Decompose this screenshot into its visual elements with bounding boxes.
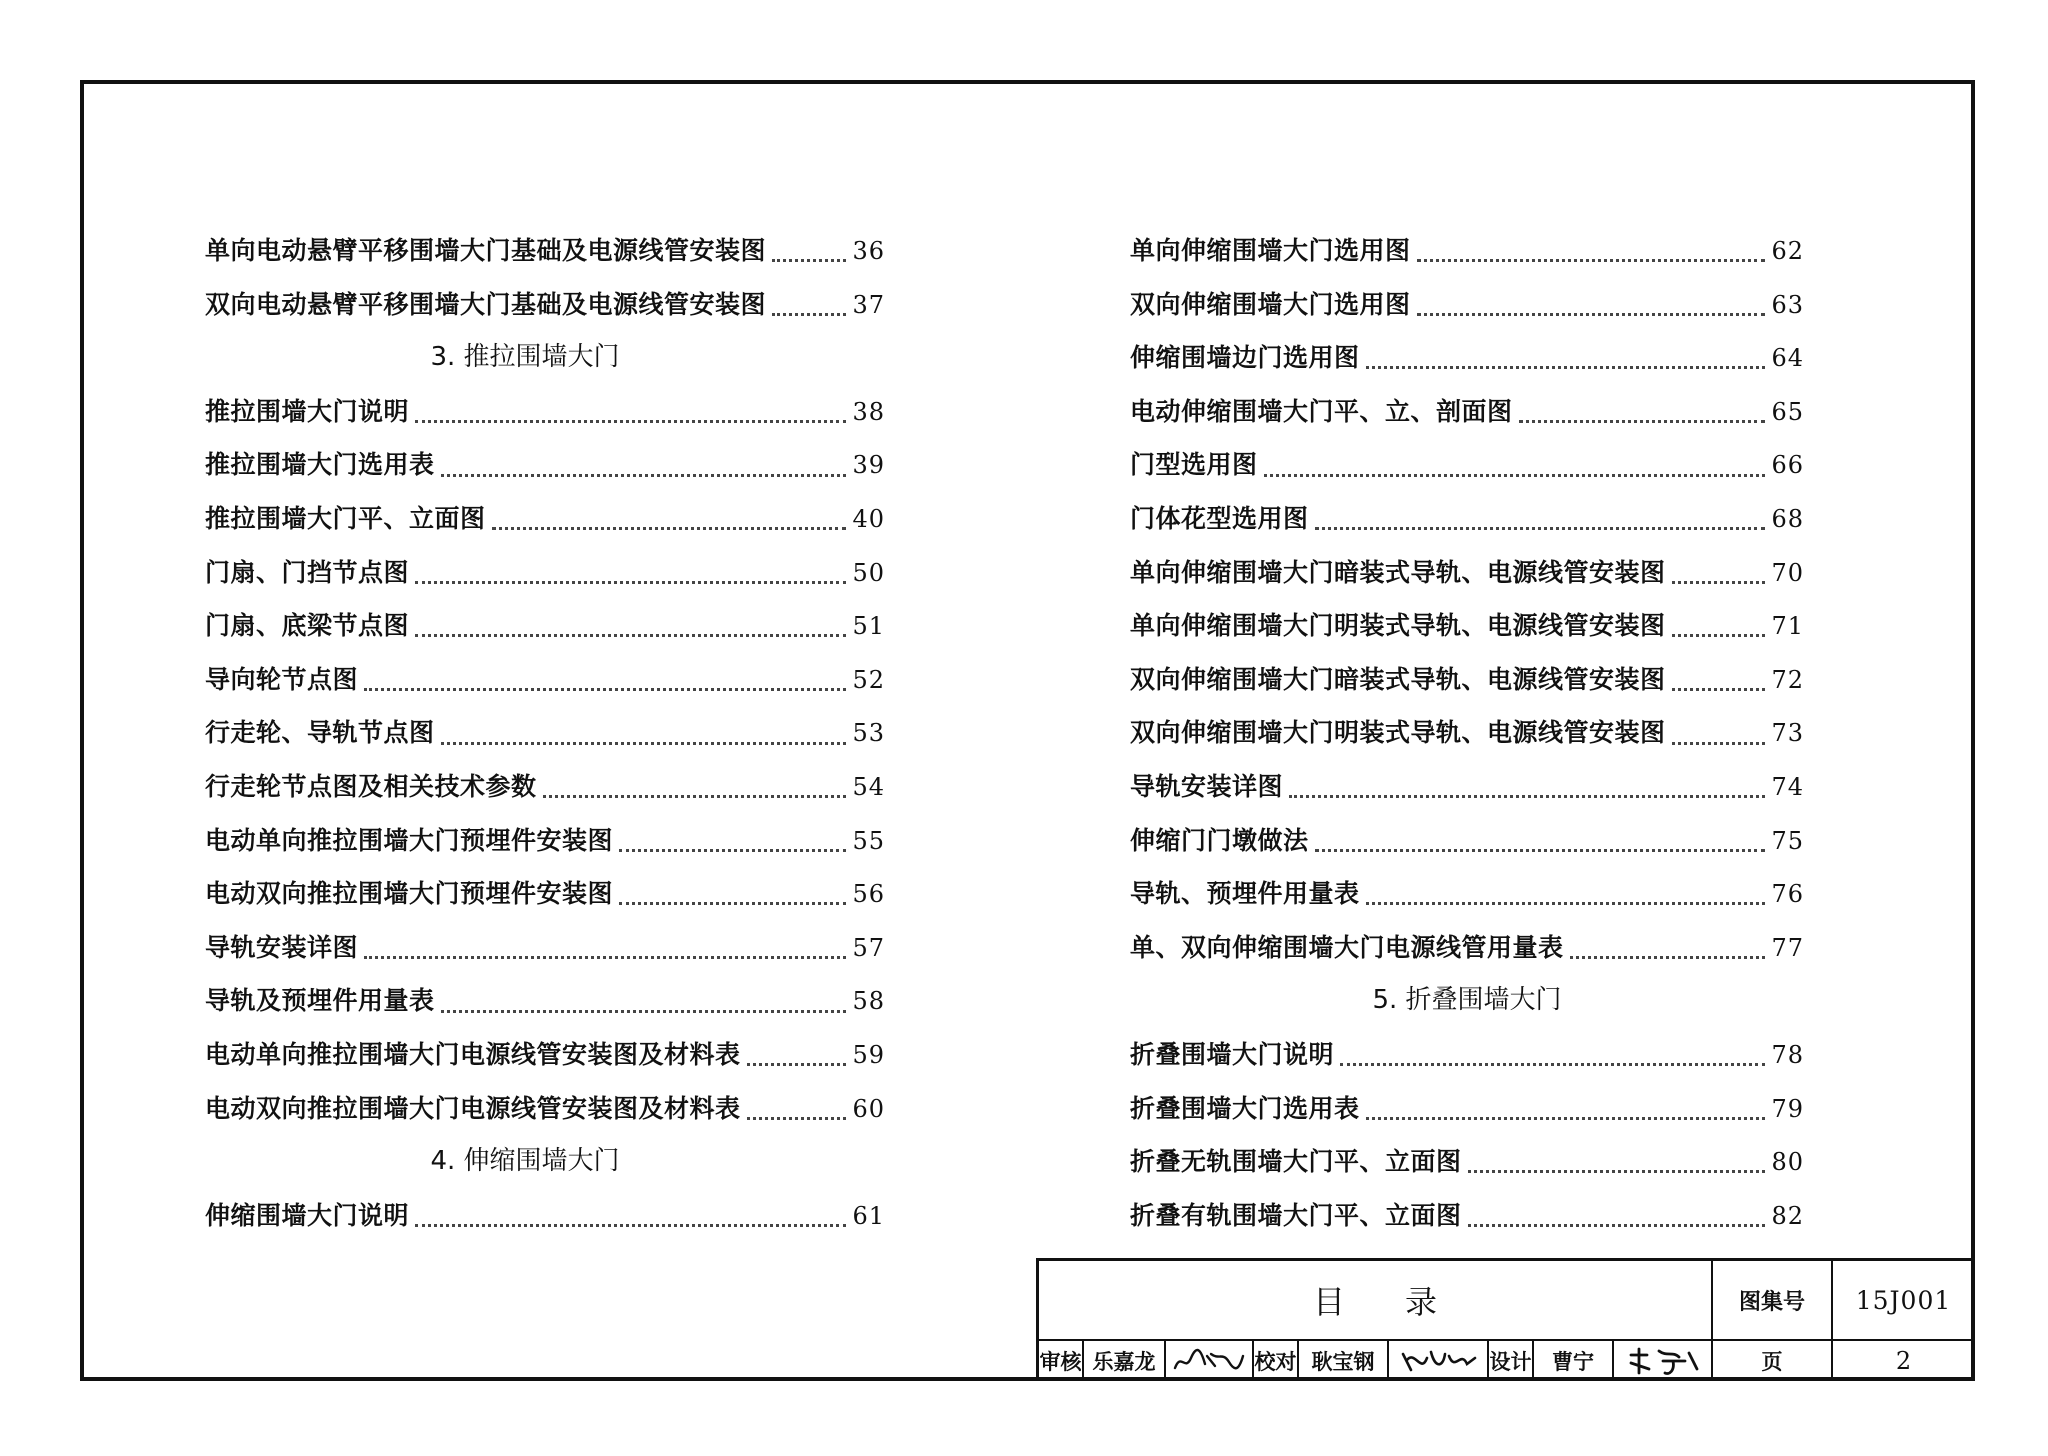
toc-entry bbox=[205, 599, 885, 653]
toc-entry bbox=[1130, 867, 1804, 921]
dot-leader bbox=[415, 1224, 846, 1227]
toc-entry-page: 55 bbox=[852, 826, 885, 855]
toc-entry-page: 37 bbox=[852, 290, 885, 319]
toc-entry-title: 推拉围墙大门选用表 bbox=[205, 450, 435, 480]
toc-entry bbox=[205, 974, 885, 1028]
toc-entry-title: 单向伸缩围墙大门明装式导轨、电源线管安装图 bbox=[1130, 611, 1666, 641]
toc-entry bbox=[205, 385, 885, 439]
toc-entry-title: 行走轮、导轨节点图 bbox=[205, 718, 435, 748]
toc-entry-page: 61 bbox=[852, 1201, 885, 1230]
dot-leader bbox=[364, 688, 846, 691]
toc-entry-title: 电动双向推拉围墙大门预埋件安装图 bbox=[205, 879, 614, 909]
toc-entry-title: 导轨及预埋件用量表 bbox=[205, 986, 435, 1016]
toc-entry bbox=[205, 492, 885, 546]
toc-entry-title: 导轨安装详图 bbox=[205, 932, 359, 962]
dot-leader bbox=[1672, 688, 1766, 691]
designer-name: 曹宁 bbox=[1534, 1341, 1614, 1381]
dot-leader bbox=[1672, 581, 1766, 584]
toc-entry bbox=[1130, 278, 1804, 332]
title-block-signature-row bbox=[1039, 1341, 1975, 1381]
toc-entry-title: 门扇、底梁节点图 bbox=[205, 611, 410, 641]
toc-entry-page: 70 bbox=[1771, 558, 1804, 587]
checker-signature bbox=[1389, 1341, 1489, 1381]
toc-entry-page: 40 bbox=[852, 504, 885, 533]
toc-entry bbox=[1130, 1028, 1804, 1082]
dot-leader bbox=[1468, 1224, 1766, 1227]
page-label: 页 bbox=[1713, 1341, 1833, 1381]
title-block bbox=[1036, 1258, 1975, 1381]
toc-entry-page: 73 bbox=[1771, 719, 1804, 748]
dot-leader bbox=[1417, 259, 1766, 262]
toc-entry-title: 伸缩门门墩做法 bbox=[1130, 825, 1309, 855]
toc-entry-page: 52 bbox=[852, 665, 885, 694]
toc-entry-page: 62 bbox=[1771, 237, 1804, 265]
toc-entry-page: 82 bbox=[1771, 1201, 1804, 1230]
dot-leader bbox=[772, 259, 846, 262]
dot-leader bbox=[772, 313, 846, 316]
toc-entry bbox=[1130, 224, 1804, 278]
toc-entry-title: 双向伸缩围墙大门暗装式导轨、电源线管安装图 bbox=[1130, 664, 1666, 694]
toc-entry-page: 76 bbox=[1771, 880, 1804, 909]
toc-entry bbox=[1130, 921, 1804, 975]
dot-leader bbox=[1570, 956, 1766, 959]
toc-entry-page: 68 bbox=[1771, 504, 1804, 533]
toc-entry-page: 64 bbox=[1771, 344, 1804, 373]
design-label: 设计 bbox=[1489, 1341, 1534, 1381]
designer-signature bbox=[1614, 1341, 1713, 1381]
dot-leader bbox=[619, 902, 846, 905]
toc-entry bbox=[205, 224, 885, 278]
page-number: 2 bbox=[1895, 1347, 1912, 1375]
toc-entry-page: 36 bbox=[852, 237, 885, 265]
toc-entry bbox=[1130, 1189, 1804, 1243]
toc-entry-title: 单向电动悬臂平移围墙大门基础及电源线管安装图 bbox=[205, 236, 767, 265]
checker-name: 耿宝钢 bbox=[1299, 1341, 1389, 1381]
drawing-title-cell bbox=[1039, 1261, 1713, 1339]
dot-leader bbox=[1672, 634, 1766, 637]
toc-entry-title: 单、双向伸缩围墙大门电源线管用量表 bbox=[1130, 932, 1564, 962]
toc-entry-title: 折叠围墙大门选用表 bbox=[1130, 1093, 1360, 1123]
toc-entry bbox=[205, 814, 885, 868]
toc-entry-page: 75 bbox=[1771, 826, 1804, 855]
toc-entry bbox=[205, 921, 885, 975]
toc-entry bbox=[1130, 653, 1804, 707]
toc-entry-title: 推拉围墙大门说明 bbox=[205, 396, 410, 426]
toc-entry-title: 双向伸缩围墙大门明装式导轨、电源线管安装图 bbox=[1130, 718, 1666, 748]
check-label: 校对 bbox=[1254, 1341, 1299, 1381]
toc-entry bbox=[205, 1082, 885, 1136]
toc-left-column bbox=[205, 224, 885, 1242]
dot-leader bbox=[1468, 1170, 1766, 1173]
toc-entry-title: 导轨安装详图 bbox=[1130, 771, 1284, 801]
toc-entry-page: 51 bbox=[852, 612, 885, 641]
dot-leader bbox=[1366, 1117, 1766, 1120]
toc-entry bbox=[205, 760, 885, 814]
dot-leader bbox=[364, 956, 846, 959]
toc-entry bbox=[205, 1028, 885, 1082]
toc-entry-page: 79 bbox=[1771, 1094, 1804, 1123]
section-heading: 3. 推拉围墙大门 bbox=[430, 342, 620, 373]
toc-entry-title: 单向伸缩围墙大门选用图 bbox=[1130, 236, 1411, 265]
dot-leader bbox=[1519, 420, 1766, 423]
toc-entry-page: 71 bbox=[1771, 612, 1804, 641]
review-label: 审核 bbox=[1039, 1341, 1084, 1381]
toc-right-column bbox=[1130, 224, 1804, 1242]
toc-entry-title: 行走轮节点图及相关技术参数 bbox=[205, 771, 537, 801]
atlas-number: 15J001 bbox=[1855, 1285, 1952, 1315]
toc-entry bbox=[205, 653, 885, 707]
toc-entry bbox=[205, 278, 885, 332]
toc-entry-page: 63 bbox=[1771, 290, 1804, 319]
toc-entry bbox=[205, 1189, 885, 1243]
toc-entry-title: 单向伸缩围墙大门暗装式导轨、电源线管安装图 bbox=[1130, 557, 1666, 587]
toc-entry bbox=[1130, 546, 1804, 600]
title-block-header-row bbox=[1039, 1261, 1975, 1341]
dot-leader bbox=[441, 742, 847, 745]
toc-entry bbox=[1130, 814, 1804, 868]
toc-entry-title: 电动双向推拉围墙大门电源线管安装图及材料表 bbox=[205, 1093, 741, 1123]
toc-entry-title: 电动伸缩围墙大门平、立、剖面图 bbox=[1130, 396, 1513, 426]
toc-entry-title: 折叠围墙大门说明 bbox=[1130, 1039, 1335, 1069]
toc-entry bbox=[1130, 706, 1804, 760]
toc-entry-title: 双向伸缩围墙大门选用图 bbox=[1130, 289, 1411, 319]
toc-entry bbox=[1130, 599, 1804, 653]
toc-entry-title: 伸缩围墙大门说明 bbox=[205, 1200, 410, 1230]
reviewer-name: 乐嘉龙 bbox=[1084, 1341, 1166, 1381]
dot-leader bbox=[619, 849, 846, 852]
toc-entry-title: 推拉围墙大门平、立面图 bbox=[205, 503, 486, 533]
toc-entry-title: 折叠有轨围墙大门平、立面图 bbox=[1130, 1200, 1462, 1230]
toc-entry-page: 72 bbox=[1771, 665, 1804, 694]
dot-leader bbox=[492, 527, 847, 530]
toc-entry-title: 电动单向推拉围墙大门电源线管安装图及材料表 bbox=[205, 1039, 741, 1069]
toc-entry-page: 57 bbox=[852, 933, 885, 962]
section-heading: 5. 折叠围墙大门 bbox=[1372, 985, 1562, 1016]
dot-leader bbox=[1289, 795, 1765, 798]
toc-entry-page: 50 bbox=[852, 558, 885, 587]
dot-leader bbox=[543, 795, 847, 798]
section-heading: 4. 伸缩围墙大门 bbox=[430, 1146, 620, 1177]
toc-entry-title: 导轨、预埋件用量表 bbox=[1130, 879, 1360, 909]
dot-leader bbox=[1315, 849, 1766, 852]
toc-entry-page: 59 bbox=[852, 1040, 885, 1069]
reviewer-signature bbox=[1166, 1341, 1254, 1381]
toc-entry-title: 伸缩围墙边门选用图 bbox=[1130, 343, 1360, 373]
toc-entry-page: 58 bbox=[852, 987, 885, 1016]
toc-entry-page: 65 bbox=[1771, 397, 1804, 426]
toc-entry-page: 54 bbox=[852, 772, 885, 801]
dot-leader bbox=[415, 420, 846, 423]
dot-leader bbox=[415, 581, 846, 584]
toc-entry-page: 53 bbox=[852, 719, 885, 748]
toc-entry bbox=[1130, 1082, 1804, 1136]
toc-entry bbox=[205, 706, 885, 760]
toc-entry-page: 60 bbox=[852, 1094, 885, 1123]
dot-leader bbox=[1672, 742, 1766, 745]
dot-leader bbox=[1366, 902, 1766, 905]
atlas-number-label: 图集号 bbox=[1713, 1261, 1833, 1339]
dot-leader bbox=[441, 1010, 847, 1013]
toc-entry-title: 电动单向推拉围墙大门预埋件安装图 bbox=[205, 825, 614, 855]
dot-leader bbox=[1340, 1063, 1765, 1066]
toc-entry-title: 折叠无轨围墙大门平、立面图 bbox=[1130, 1147, 1462, 1177]
toc-entry-page: 77 bbox=[1771, 933, 1804, 962]
toc-entry bbox=[1130, 385, 1804, 439]
dot-leader bbox=[1264, 474, 1766, 477]
toc-entry-page: 78 bbox=[1771, 1040, 1804, 1069]
toc-entry bbox=[1130, 438, 1804, 492]
toc-entry-title: 双向电动悬臂平移围墙大门基础及电源线管安装图 bbox=[205, 289, 767, 319]
toc-entry-page: 39 bbox=[852, 451, 885, 480]
dot-leader bbox=[1417, 313, 1766, 316]
toc-entry-title: 门型选用图 bbox=[1130, 450, 1258, 480]
toc-entry-title: 门扇、门挡节点图 bbox=[205, 557, 410, 587]
drawing-title: 目录 bbox=[1312, 1283, 1497, 1321]
toc-entry bbox=[1130, 760, 1804, 814]
dot-leader bbox=[441, 474, 847, 477]
dot-leader bbox=[747, 1063, 847, 1066]
dot-leader bbox=[1315, 527, 1766, 530]
dot-leader bbox=[1366, 366, 1766, 369]
dot-leader bbox=[415, 634, 846, 637]
toc-entry bbox=[1130, 1135, 1804, 1189]
toc-entry bbox=[1130, 492, 1804, 546]
toc-entry-page: 74 bbox=[1771, 772, 1804, 801]
toc-entry bbox=[1130, 331, 1804, 385]
toc-entry bbox=[205, 546, 885, 600]
toc-entry bbox=[205, 867, 885, 921]
toc-entry bbox=[205, 438, 885, 492]
toc-entry-title: 门体花型选用图 bbox=[1130, 503, 1309, 533]
toc-entry-page: 80 bbox=[1771, 1148, 1804, 1177]
toc-entry-page: 38 bbox=[852, 397, 885, 426]
dot-leader bbox=[747, 1117, 847, 1120]
toc-entry-page: 66 bbox=[1771, 451, 1804, 480]
toc-entry-title: 导向轮节点图 bbox=[205, 664, 359, 694]
toc-entry-page: 56 bbox=[852, 880, 885, 909]
